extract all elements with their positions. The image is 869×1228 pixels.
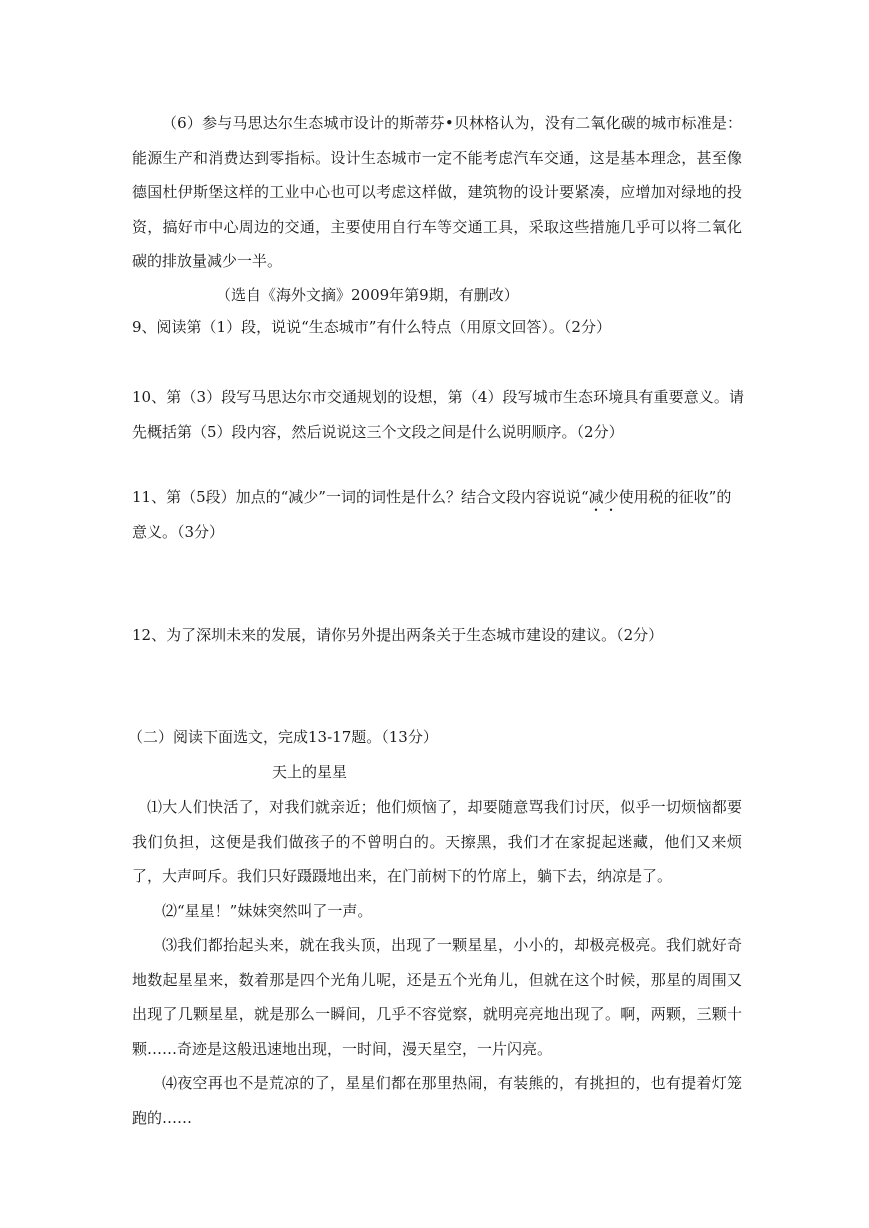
essay-paragraph-3: ⑶我们都抬起头来，就在我头顶，出现了一颗星星，小小的，却极亮极亮。我们就好奇地数起星星来，数着那是四个光角儿呢，还是五个光角儿，但就在这个时候，那星的周围又出现了几颗星星，就是那么一瞬间，几乎不容觉察，就明亮亮地出现了。啊，两颗，三颗十颗……奇迹是这般迅速地出现，一时间，漫天星空，一片闪亮。 xyxy=(132,936,742,1058)
essay-paragraph-4: ⑷夜空再也不是荒凉的了，星星们都在那里热闹，有装熊的，有挑担的，也有提着灯笼跑的…… xyxy=(132,1074,742,1127)
section-heading-2: （二）阅读下面选文，完成13-17题。（13分） xyxy=(128,728,438,746)
essay-title: 天上的星星 xyxy=(272,763,348,781)
essay-paragraph-1: ⑴大人们快活了，对我们就亲近；他们烦恼了，却要随意骂我们讨厌，似乎一切烦恼都要我们负担，这便是我们做孩子的不曾明白的。天擦黑，我们才在家捉起迷藏，他们又来烦了，大声呵斥。我们只好蹑蹑地出来，在门前树下的竹席上，躺下去，纳凉是了。 xyxy=(132,798,742,885)
paragraph-6: （6）参与马思达尔生态城市设计的斯蒂芬•贝林格认为，没有二氧化碳的城市标准是：能源生产和消费达到零指标。设计生态城市一定不能考虑汽车交通，这是基本理念，甚至像德国杜伊斯堡这样的工业中心也可以考虑这样做，建筑物的设计要紧凑，应增加对绿地的投资，搞好市中心周边的交通，主要使用自行车等交通工具，采取这些措施几乎可以将二氧化碳的排放量减少一半。 xyxy=(132,114,742,270)
question-9: 9、阅读第（1）段，说说“生态城市”有什么特点（用原文回答）。（2分） xyxy=(132,318,611,336)
dotted-word-jianshao: 减少 xyxy=(588,488,619,506)
essay-paragraph-2: ⑵“星星！”妹妹突然叫了一声。 xyxy=(162,902,373,920)
question-11-part2: 使用税的征收”的意义。（3分） xyxy=(132,488,732,541)
question-11 xyxy=(132,480,744,550)
question-11-part1: 11、第（5段）加点的“减少”一词的词性是什么？结合文段内容说说“ xyxy=(132,488,589,506)
question-10: 10、第（3）段写马思达尔市交通规划的设想，第（4）段写城市生态环境具有重要意义。请先概括第（5）段内容，然后说说这三个文段之间是什么说明顺序。（2分） xyxy=(132,388,744,441)
source-citation: （选自《海外文摘》2009年第9期，有删改） xyxy=(216,286,519,304)
question-12: 12、为了深圳未来的发展，请你另外提出两条关于生态城市建设的建议。（2分） xyxy=(132,626,664,644)
